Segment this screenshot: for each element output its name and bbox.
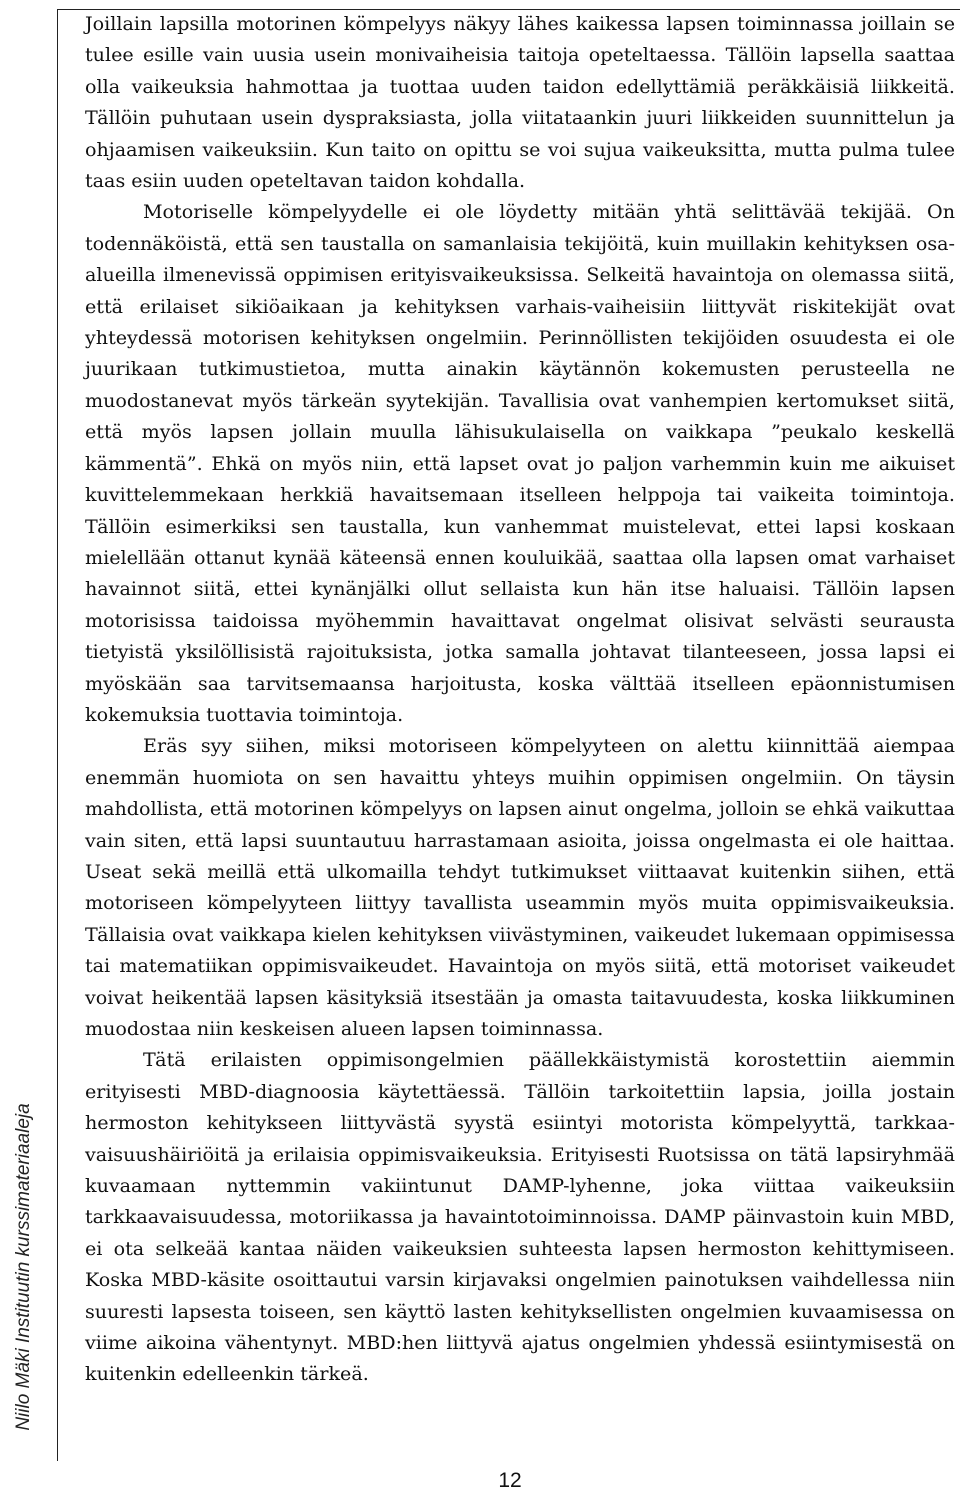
side-label: Niilo Mäki Instituutin kurssimateriaaleja bbox=[13, 1103, 34, 1431]
body-text bbox=[85, 8, 955, 1390]
paragraph-3: Eräs syy siihen, miksi motoriseen kömpelyyteen on alettu kiinnittää aiempaa enemmän huomiota on sen havaittu yhteys muihin oppimisen ongelmiin. On täysin mahdollista, että motorinen kömpelyys on lapsen ainut ongelma, jolloin se ehkä vaikuttaa vain siten, että lapsi suuntautuu harrastamaan asioita, joissa ongelmasta ei ole haittaa. Useat sekä meillä että ulkomailla tehdyt tutkimukset viittaavat kuitenkin siihen, että motoriseen kömpelyyteen liittyy tavallista useammin myös muita oppimisvaikeuksia. Tällaisia ovat vaikkapa kielen kehityksen viivästyminen, vaikeudet lukemaan oppimisessa tai matematiikan oppimisvaikeudet. Havaintoja on myös siitä, että motoriset vaikeudet voivat heikentää lapsen käsityksiä itsestään ja omasta taitavuudesta, koska liikkuminen muodostaa niin keskeisen alueen lapsen toiminnassa. bbox=[85, 734, 955, 1040]
paragraph-2: Motoriselle kömpelyydelle ei ole löydetty mitään yhtä selittävää tekijää. On todennäköistä, että sen taustalla on samanlaisia tekijöitä, kuin muillakin kehityksen osa-alueilla ilmenevissä oppimisen erityisvaikeuksissa. Selkeitä havaintoja on olemassa siitä, että erilaiset sikiöaikaan ja kehityksen varhais-vaiheisiin liittyvät riskitekijät ovat yhteydessä motorisen kehityksen ongelmiin. Perinnöllisten tekijöiden osuudesta ei ole juurikaan tutkimustietoa, mutta ainakin käytännön kokemusten perusteella ne muodostanevat myös tärkeän syytekijän. Tavallisia ovat vanhempien kertomukset siitä, että myös lapsen jollain muulla lähisukulaisella on vaikkapa ”peukalo keskellä kämmentä”. Ehkä on myös niin, että lapset ovat jo paljon varhemmin kuin me aikuiset kuvittelemmekaan herkkiä havaitsemaan itselleen helppoja tai vaikeita toimintoja. Tällöin esimerkiksi sen taustalla, kun vanhemmat muistelevat, ettei lapsi koskaan mielellään ottanut kynää käteensä ennen kouluikää, saattaa olla lapsen omat varhaiset havainnot siitä, ettei kynänjälki ollut sellaista kun hän itse haluaisi. Tällöin lapsen motorisissa taidoissa myöhemmin havaittavat ongelmat olisivat selvästi seurausta tietyistä yksilöllisistä rajoituksista, jotka samalla johtavat tilanteeseen, jossa lapsi ei myöskään saa tarvitsemaansa harjoitusta, koska välttää itselleen epäonnistumisen kokemuksia tuottavia toimintoja. bbox=[85, 200, 955, 726]
paragraph-4: Tätä erilaisten oppimisongelmien päällekkäistymistä korostettiin aiemmin erityisesti MBD-diagnoosia käytettäessä. Tällöin tarkoitettiin lapsia, joilla jostain hermoston kehitykseen liittyvästä syystä esiintyi motorista kömpelyyttä, tarkkaavaisuushäiriöitä ja erilaisia oppimisvaikeuksia. Erityisesti Ruotsissa on tätä lapsiryhmää kuvaamaan nyttemmin vakiintunut DAMP-lyhenne, joka viittaa vaikeuksiin tarkkaavaisuudessa, motoriikassa ja havaintotoiminnoissa. DAMP päinvastoin kuin MBD, ei ota selkeää kantaa näiden vaikeuksien suhteesta lapsen hermoston kehittymiseen. Koska MBD-käsite osoittautui varsin kirjavaksi ongelmien painotuksen vaihdellessa niin suuresti lapsesta toiseen, sen käyttö lasten kehityksellisten ongelmien kuvaamisessa on viime aikoina vähentynyt. MBD:hen liittyvä ajatus ongelmien yhdessä esiintymisestä on kuitenkin edelleenkin tärkeä. bbox=[85, 1048, 955, 1386]
page-number: 12 bbox=[498, 1469, 522, 1492]
paragraph-1: Joillain lapsilla motorinen kömpelyys näkyy lähes kaikessa lapsen toiminnassa joillain se tulee esille vain uusia usein monivaiheisia taitoja opeteltaessa. Tällöin lapsella saattaa olla vaikeuksia hahmottaa ja tuottaa uuden taidon edellyttämiä peräkkäisiä liikkeitä. Tällöin puhutaan usein dyspraksiasta, jolla viitataankin juuri liikkeiden suunnittelun ja ohjaamisen vaikeuksiin. Kun taito on opittu se voi sujua vaikeuksitta, mutta pulma tulee taas esiin uuden opeteltavan taidon kohdalla. bbox=[85, 12, 955, 193]
left-margin-rule bbox=[57, 9, 58, 1461]
